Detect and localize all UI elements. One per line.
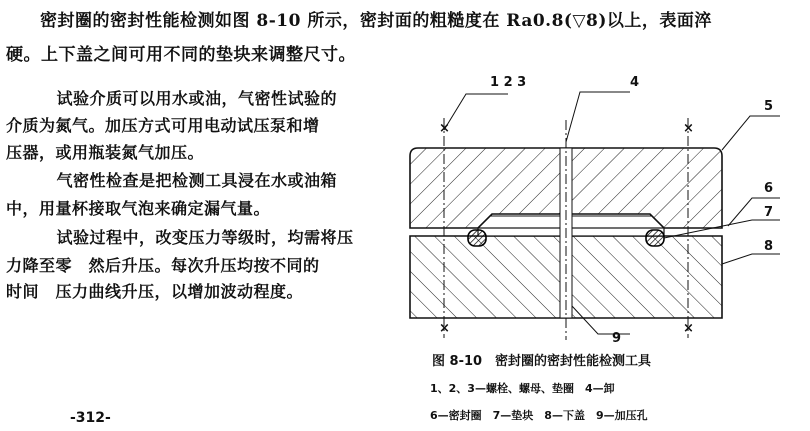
figure-legend-line-1: 1、2、3—螺栓、螺母、垫圈 4—卸 xyxy=(430,382,615,395)
paragraph-line: 时间 压力曲线升压，以增加波动程度。 xyxy=(6,282,304,301)
seal-ring-right xyxy=(646,230,664,246)
paragraph-line: 试验介质可以用水或油，气密性试验的 xyxy=(40,89,338,108)
callout-8: 8 xyxy=(764,239,774,254)
paragraph-line: 气密性检查是把检测工具浸在水或油箱 xyxy=(40,171,338,190)
svg-text:×: × xyxy=(683,321,694,336)
callout-6: 6 xyxy=(764,181,774,196)
paragraph-line: 试验过程中，改变压力等级时，均需将压 xyxy=(40,228,354,247)
paragraph-line: 压器，或用瓶装氮气加压。 xyxy=(6,143,205,162)
callout-1-2-3: 1 2 3 xyxy=(490,75,527,90)
intro-line-2: 硬。上下盖之间可用不同的垫块来调整尺寸。 xyxy=(6,45,356,65)
paragraph-line: 力降至零 然后升压。每次升压均按不同的 xyxy=(6,256,320,275)
page-number: -312- xyxy=(70,410,111,426)
figure-caption: 图 8-10 密封圈的密封性能检测工具 xyxy=(432,354,652,369)
callout-7: 7 xyxy=(764,205,774,220)
svg-text:×: × xyxy=(439,321,450,336)
svg-text:×: × xyxy=(683,121,694,136)
figure-legend-line-2: 6—密封圈 7—垫块 8—下盖 9—加压孔 xyxy=(430,409,648,422)
paragraph-line: 介质为氮气。加压方式可用电动试压泵和增 xyxy=(6,116,320,135)
callout-4: 4 xyxy=(630,75,640,90)
paragraph-line: 中，用量杯接取气泡来确定漏气量。 xyxy=(6,199,271,218)
svg-text:×: × xyxy=(439,121,450,136)
seal-ring-left xyxy=(468,230,486,246)
intro-line-1: 密封圈的密封性能检测如图 8-10 所示，密封面的粗糙度在 Ra0.8(▽8)以上，表面淬 xyxy=(40,11,712,31)
callout-9: 9 xyxy=(612,331,622,346)
callout-5: 5 xyxy=(764,99,774,114)
